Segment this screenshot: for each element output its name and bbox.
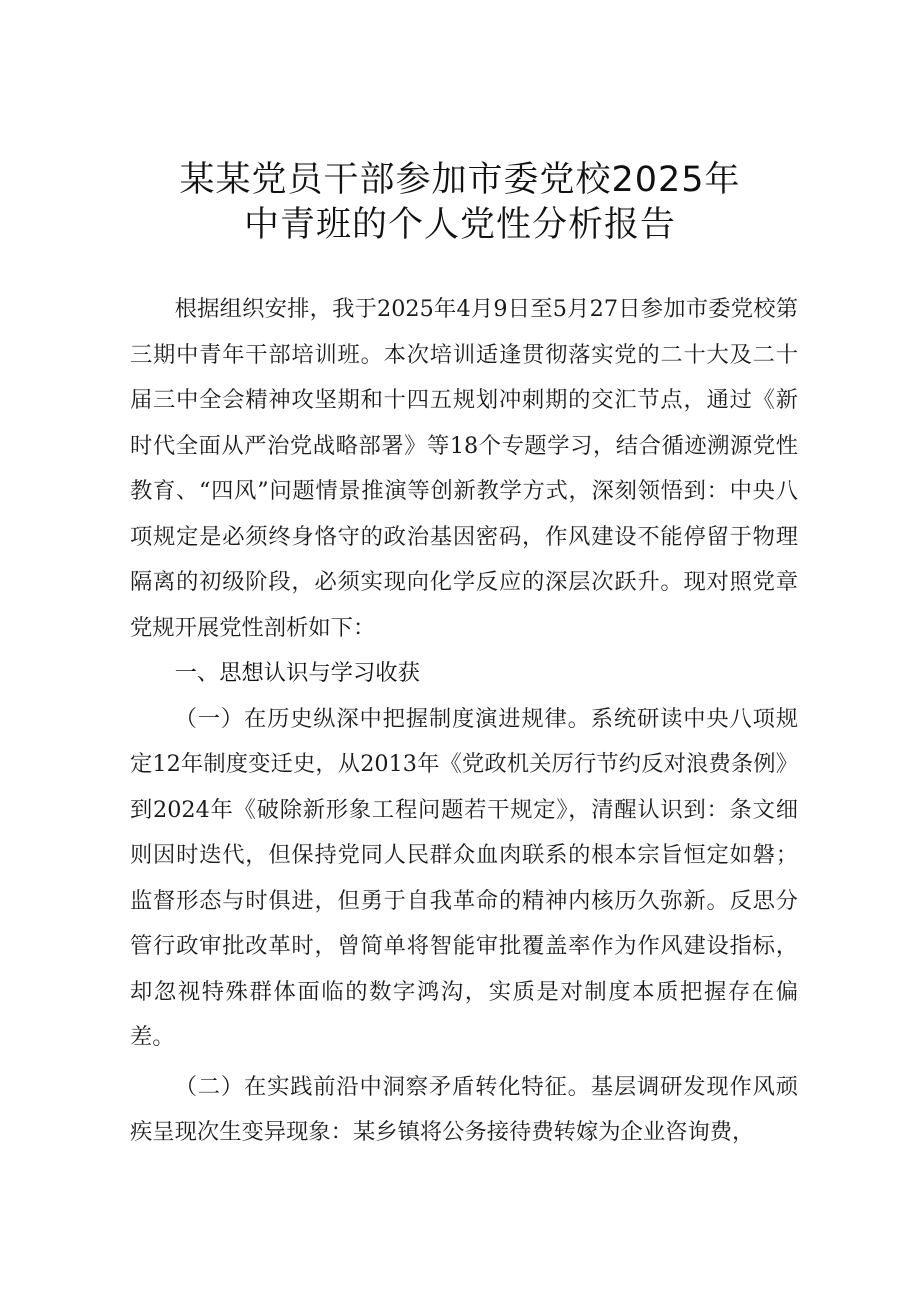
paragraph-2: （二）在实践前沿中洞察矛盾转化特征。基层调研发现作风顽疾呈现次生变异现象：某乡镇将公务接待费转嫁为企业咨询费， bbox=[130, 1073, 798, 1145]
title-line-2: 中青班的个人党性分析报告 bbox=[243, 205, 676, 245]
title-line-1: 某某党员干部参加市委党校2025年 bbox=[179, 160, 741, 200]
intro-paragraph: 根据组织安排，我于2025年4月9日至5月27日参加市委党校第三期中青年干部培训班。本次培训适逢贯彻落实党的二十大及二十届三中全会精神攻坚期和十四五规划冲刺期的交汇节点，通过《新时代全面从严治党战略部署》等18个专题学习，结合循迹溯源党性教育、“四风”问题情景推演等创新教学方式，深刻领悟到：中央八项规定是必须终身恪守的政治基因密码，作风建设不能停留于物理隔离的初级阶段，必须实现向化学反应的深层次跃升。现对照党章党规开展党性剖析如下： bbox=[130, 296, 798, 641]
paragraph-1: （一）在历史纵深中把握制度演进规律。系统研读中央八项规定12年制度变迁史，从2013年《党政机关厉行节约反对浪费条例》到2024年《破除新形象工程问题若干规定》，清醒认识到：条文细则因时迭代，但保持党同人民群众血肉联系的根本宗旨恒定如磐；监督形态与时俱进，但勇于自我革命的精神内核历久弥新。反思分管行政审批改革时，曾简单将智能审批覆盖率作为作风建设指标，却忽视特殊群体面临的数字鸿沟，实质是对制度本质把握存在偏差。 bbox=[130, 705, 798, 1050]
document-title bbox=[120, 158, 800, 248]
section-heading-1: 一、思想认识与学习收获 bbox=[174, 660, 420, 686]
document-body bbox=[130, 287, 798, 1156]
